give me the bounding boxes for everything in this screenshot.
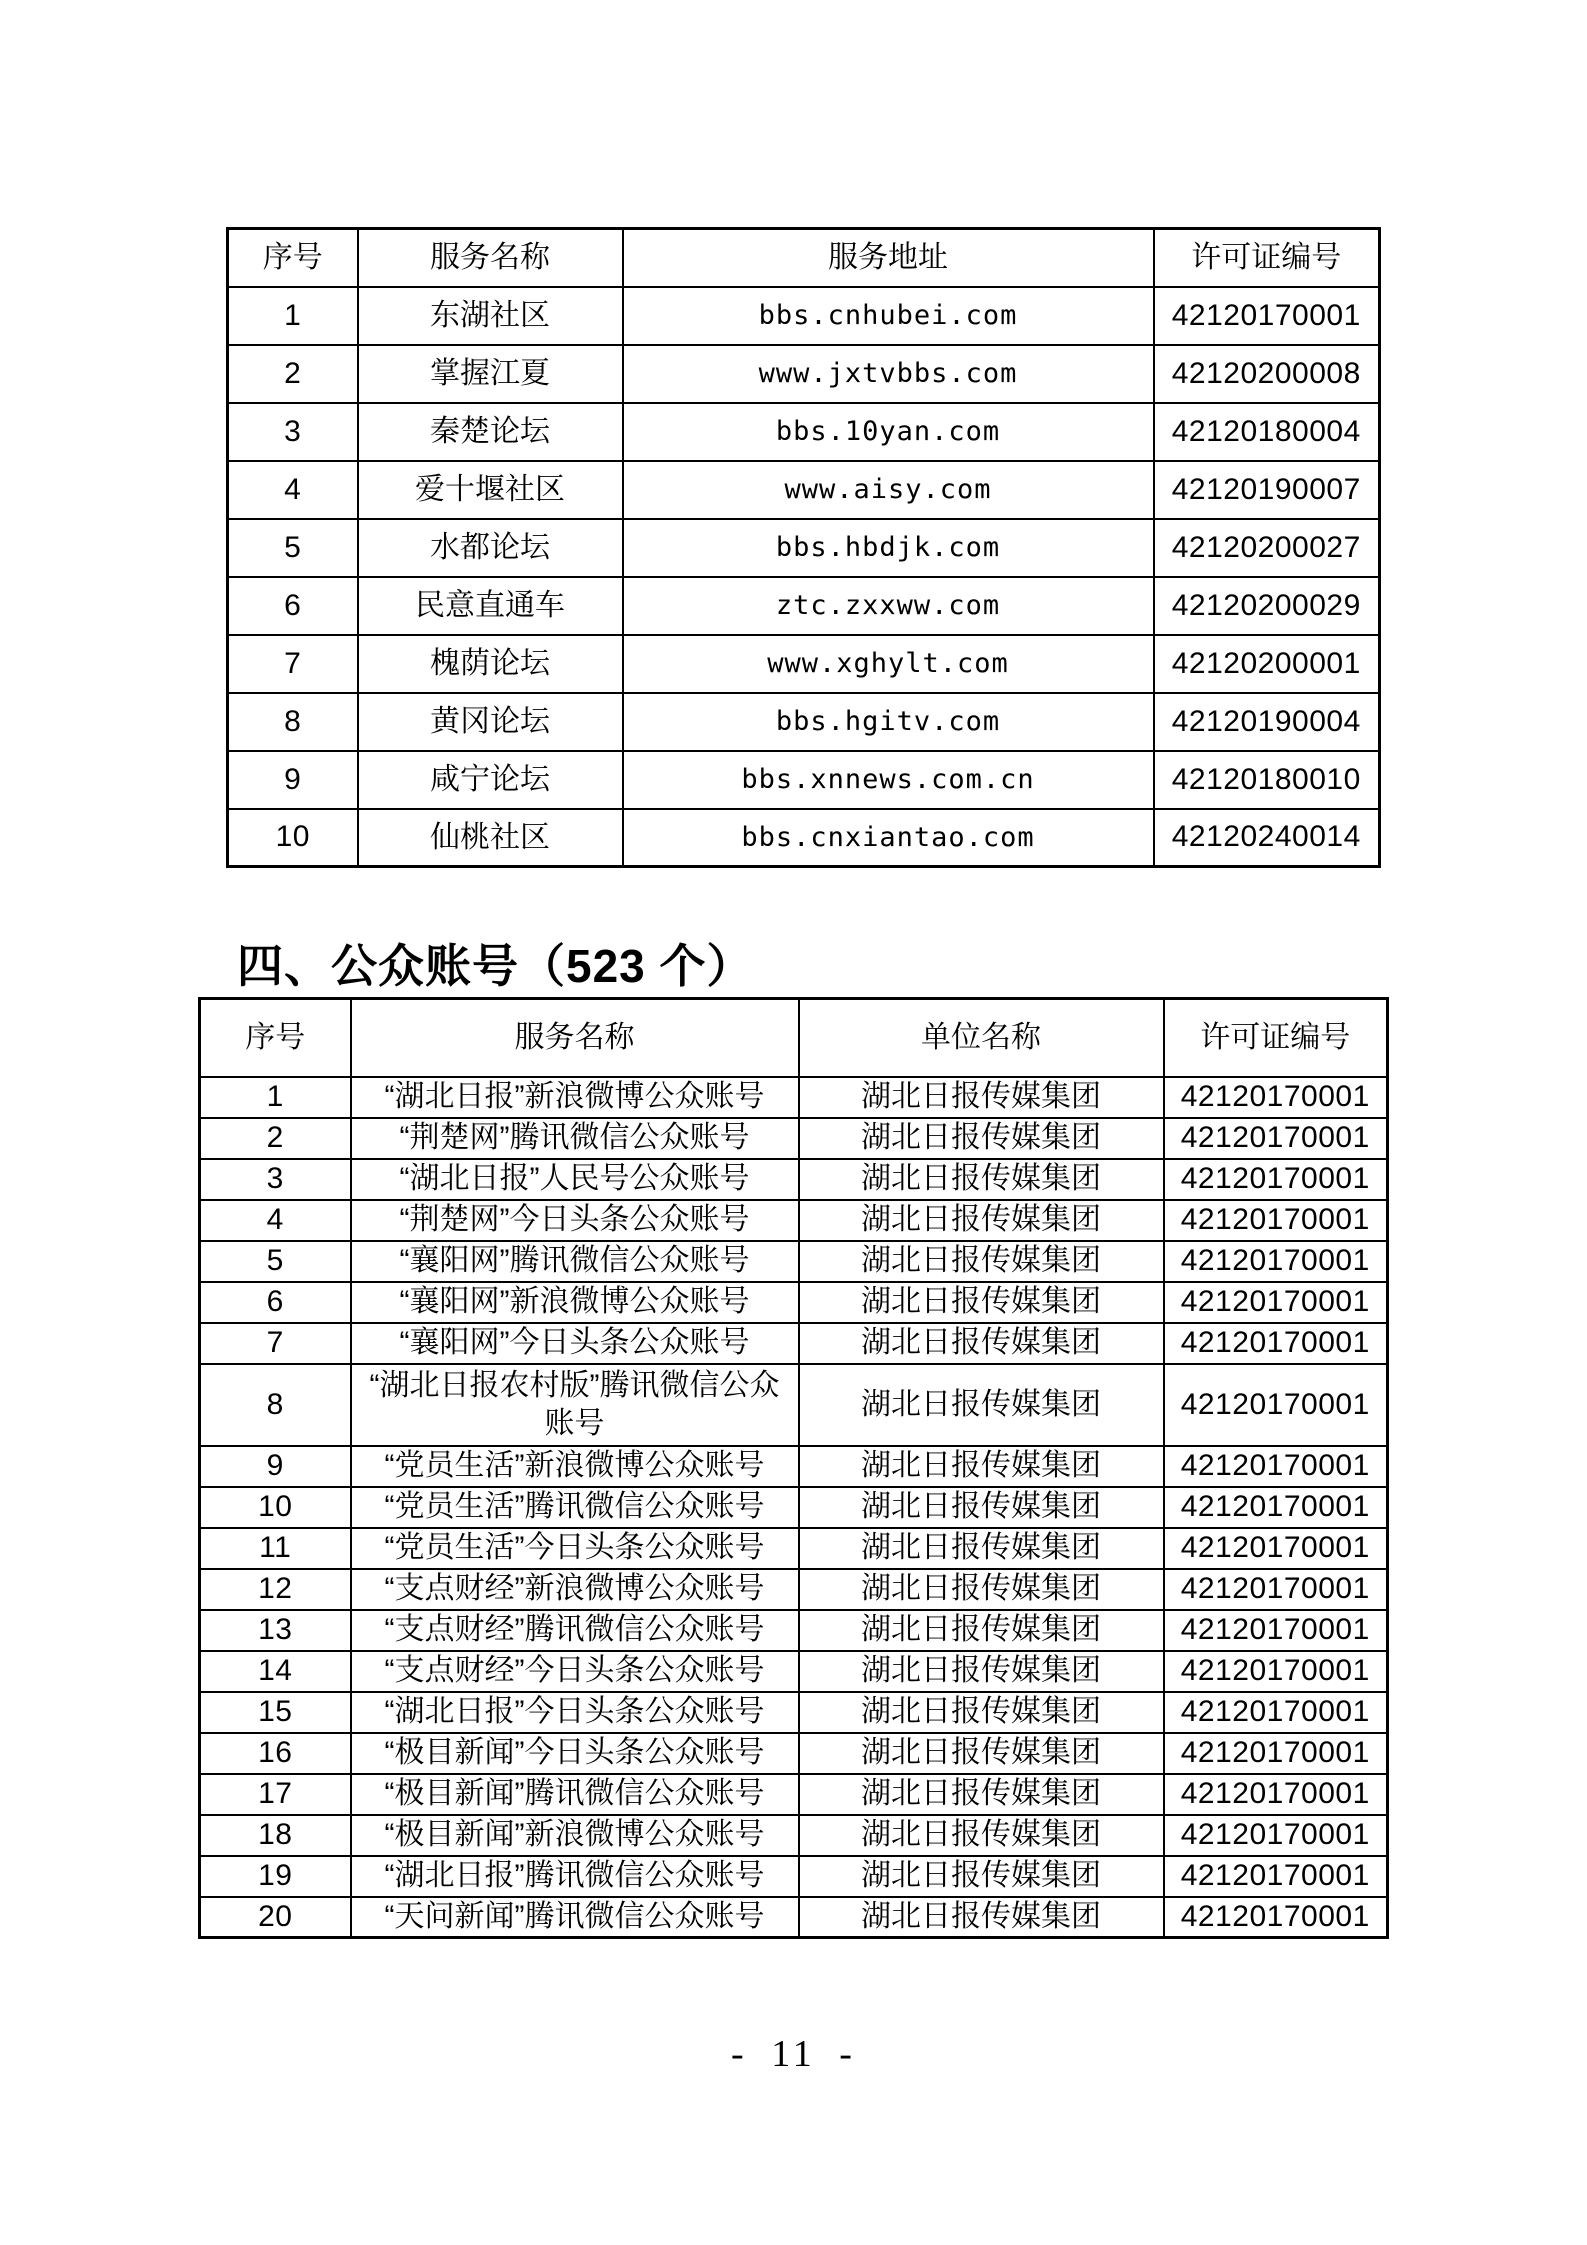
table-cell: 42120180010	[1154, 751, 1380, 809]
column-header: 许可证编号	[1164, 999, 1388, 1077]
table-cell: 3	[228, 403, 358, 461]
table-cell: 42120170001	[1154, 287, 1380, 345]
table-row	[200, 1815, 1388, 1856]
table-cell: 42120190004	[1154, 693, 1380, 751]
table-row	[228, 403, 1380, 461]
table-row	[200, 1897, 1388, 1938]
table-cell: www.jxtvbbs.com	[623, 345, 1154, 403]
table-cell: bbs.hgitv.com	[623, 693, 1154, 751]
table-cell: 11	[200, 1528, 351, 1569]
table-cell: 42120170001	[1164, 1241, 1388, 1282]
table-cell: “天问新闻”腾讯微信公众账号	[351, 1897, 799, 1938]
table-cell: “党员生活”今日头条公众账号	[351, 1528, 799, 1569]
table-cell: 42120170001	[1164, 1323, 1388, 1364]
table-cell: 19	[200, 1856, 351, 1897]
table-row	[228, 577, 1380, 635]
table-cell: 42120170001	[1164, 1200, 1388, 1241]
table-row	[228, 345, 1380, 403]
table-cell: 42120170001	[1164, 1897, 1388, 1938]
table-row	[200, 1323, 1388, 1364]
table-cell: 2	[200, 1118, 351, 1159]
table-cell: 4	[228, 461, 358, 519]
table-row	[228, 287, 1380, 345]
table-cell: 湖北日报传媒集团	[799, 1815, 1164, 1856]
table-cell: 9	[228, 751, 358, 809]
table-row	[200, 1077, 1388, 1118]
table-cell: “支点财经”腾讯微信公众账号	[351, 1610, 799, 1651]
column-header: 序号	[228, 229, 358, 287]
table-cell: 1	[228, 287, 358, 345]
table-cell: 湖北日报传媒集团	[799, 1118, 1164, 1159]
table-cell: 42120170001	[1164, 1692, 1388, 1733]
table-cell: 东湖社区	[358, 287, 623, 345]
table-cell: 12	[200, 1569, 351, 1610]
table-cell: 水都论坛	[358, 519, 623, 577]
table-header-row	[228, 229, 1380, 287]
table-cell: 17	[200, 1774, 351, 1815]
table-cell: 湖北日报传媒集团	[799, 1569, 1164, 1610]
table-row	[200, 1241, 1388, 1282]
table-cell: “支点财经”新浪微博公众账号	[351, 1569, 799, 1610]
table-cell: 42120170001	[1164, 1446, 1388, 1487]
table-cell: bbs.10yan.com	[623, 403, 1154, 461]
table-cell: www.xghylt.com	[623, 635, 1154, 693]
table-cell: 8	[200, 1364, 351, 1446]
table-row	[200, 1200, 1388, 1241]
table-cell: 42120170001	[1164, 1487, 1388, 1528]
table-row	[200, 1487, 1388, 1528]
table-cell: 湖北日报传媒集团	[799, 1282, 1164, 1323]
table-header-row	[200, 999, 1388, 1077]
table-row	[200, 1610, 1388, 1651]
table-cell: 9	[200, 1446, 351, 1487]
column-header: 许可证编号	[1154, 229, 1380, 287]
table-cell: 8	[228, 693, 358, 751]
table-cell: 14	[200, 1651, 351, 1692]
table-cell: 42120170001	[1164, 1856, 1388, 1897]
table-cell: “极目新闻”今日头条公众账号	[351, 1733, 799, 1774]
table-cell: 4	[200, 1200, 351, 1241]
table-cell: 湖北日报传媒集团	[799, 1692, 1164, 1733]
table-cell: 5	[200, 1241, 351, 1282]
table-cell: 爱十堰社区	[358, 461, 623, 519]
table-cell: 湖北日报传媒集团	[799, 1774, 1164, 1815]
table-cell: 42120170001	[1164, 1364, 1388, 1446]
table-cell: 7	[200, 1323, 351, 1364]
table-row	[200, 1446, 1388, 1487]
table-cell: 18	[200, 1815, 351, 1856]
table-cell: 42120200027	[1154, 519, 1380, 577]
table-cell: 42120170001	[1164, 1282, 1388, 1323]
table-cell: 42120180004	[1154, 403, 1380, 461]
table-cell: 咸宁论坛	[358, 751, 623, 809]
table-cell: 42120170001	[1164, 1118, 1388, 1159]
page-number: - 11 -	[731, 2033, 856, 2075]
table-cell: 42120170001	[1164, 1610, 1388, 1651]
table-cell: “湖北日报农村版”腾讯微信公众账号	[351, 1364, 799, 1446]
table-cell: 6	[228, 577, 358, 635]
table-cell: “荆楚网”腾讯微信公众账号	[351, 1118, 799, 1159]
table-cell: www.aisy.com	[623, 461, 1154, 519]
table-cell: “荆楚网”今日头条公众账号	[351, 1200, 799, 1241]
table-cell: 42120170001	[1164, 1077, 1388, 1118]
table-cell: 42120200029	[1154, 577, 1380, 635]
table-row	[228, 809, 1380, 867]
table-row	[228, 461, 1380, 519]
table-row	[200, 1569, 1388, 1610]
table-cell: 民意直通车	[358, 577, 623, 635]
table-row	[228, 693, 1380, 751]
table-row	[200, 1159, 1388, 1200]
table-cell: “党员生活”腾讯微信公众账号	[351, 1487, 799, 1528]
table-cell: 湖北日报传媒集团	[799, 1446, 1164, 1487]
table-cell: 42120190007	[1154, 461, 1380, 519]
table-cell: 15	[200, 1692, 351, 1733]
table-row	[228, 635, 1380, 693]
section-heading: 四、公众账号（523 个）	[237, 940, 754, 992]
column-header: 序号	[200, 999, 351, 1077]
table-cell: 湖北日报传媒集团	[799, 1323, 1164, 1364]
table-cell: “湖北日报”腾讯微信公众账号	[351, 1856, 799, 1897]
table-cell: 湖北日报传媒集团	[799, 1610, 1164, 1651]
table-cell: 1	[200, 1077, 351, 1118]
table-cell: “极目新闻”腾讯微信公众账号	[351, 1774, 799, 1815]
table-cell: bbs.cnhubei.com	[623, 287, 1154, 345]
table-cell: “湖北日报”今日头条公众账号	[351, 1692, 799, 1733]
table-row	[200, 1528, 1388, 1569]
column-header: 服务名称	[358, 229, 623, 287]
table-cell: 湖北日报传媒集团	[799, 1528, 1164, 1569]
table-cell: “支点财经”今日头条公众账号	[351, 1651, 799, 1692]
public-accounts-table	[198, 997, 1389, 1939]
table-cell: 湖北日报传媒集团	[799, 1487, 1164, 1528]
table-row	[200, 1733, 1388, 1774]
table-cell: 湖北日报传媒集团	[799, 1241, 1164, 1282]
table-cell: 湖北日报传媒集团	[799, 1077, 1164, 1118]
table-cell: “党员生活”新浪微博公众账号	[351, 1446, 799, 1487]
table-cell: bbs.hbdjk.com	[623, 519, 1154, 577]
table-cell: 20	[200, 1897, 351, 1938]
column-header: 服务地址	[623, 229, 1154, 287]
table-cell: 湖北日报传媒集团	[799, 1651, 1164, 1692]
table-cell: 掌握江夏	[358, 345, 623, 403]
table-row	[200, 1692, 1388, 1733]
column-header: 单位名称	[799, 999, 1164, 1077]
table-cell: “湖北日报”新浪微博公众账号	[351, 1077, 799, 1118]
table-cell: bbs.cnxiantao.com	[623, 809, 1154, 867]
table-cell: 2	[228, 345, 358, 403]
table-cell: 6	[200, 1282, 351, 1323]
table-cell: 16	[200, 1733, 351, 1774]
table-cell: 仙桃社区	[358, 809, 623, 867]
table-cell: “极目新闻”新浪微博公众账号	[351, 1815, 799, 1856]
table-cell: “襄阳网”腾讯微信公众账号	[351, 1241, 799, 1282]
table-cell: 42120200008	[1154, 345, 1380, 403]
table-row	[228, 751, 1380, 809]
table-cell: “湖北日报”人民号公众账号	[351, 1159, 799, 1200]
table-cell: 湖北日报传媒集团	[799, 1733, 1164, 1774]
table-cell: 5	[228, 519, 358, 577]
table-cell: 湖北日报传媒集团	[799, 1159, 1164, 1200]
table-cell: 42120240014	[1154, 809, 1380, 867]
table-cell: ztc.zxxww.com	[623, 577, 1154, 635]
table-cell: 湖北日报传媒集团	[799, 1364, 1164, 1446]
table-cell: 42120200001	[1154, 635, 1380, 693]
forum-services-table	[226, 227, 1381, 868]
table-cell: 3	[200, 1159, 351, 1200]
table-row	[200, 1282, 1388, 1323]
table-row	[200, 1651, 1388, 1692]
table-cell: 7	[228, 635, 358, 693]
table-cell: 42120170001	[1164, 1815, 1388, 1856]
table-cell: 黄冈论坛	[358, 693, 623, 751]
table-cell: 湖北日报传媒集团	[799, 1856, 1164, 1897]
table-cell: 湖北日报传媒集团	[799, 1200, 1164, 1241]
table-cell: bbs.xnnews.com.cn	[623, 751, 1154, 809]
table-cell: 42120170001	[1164, 1651, 1388, 1692]
table-cell: 湖北日报传媒集团	[799, 1897, 1164, 1938]
table-cell: 13	[200, 1610, 351, 1651]
table-cell: 10	[228, 809, 358, 867]
table-cell: “襄阳网”今日头条公众账号	[351, 1323, 799, 1364]
table-row	[200, 1118, 1388, 1159]
table-cell: 42120170001	[1164, 1569, 1388, 1610]
table-row	[200, 1774, 1388, 1815]
table-cell: 秦楚论坛	[358, 403, 623, 461]
table-row	[200, 1856, 1388, 1897]
table-cell: 42120170001	[1164, 1528, 1388, 1569]
table-row	[228, 519, 1380, 577]
column-header: 服务名称	[351, 999, 799, 1077]
table-cell: 10	[200, 1487, 351, 1528]
table-cell: 槐荫论坛	[358, 635, 623, 693]
table-cell: 42120170001	[1164, 1733, 1388, 1774]
table-cell: 42120170001	[1164, 1774, 1388, 1815]
table-row	[200, 1364, 1388, 1446]
table-cell: 42120170001	[1164, 1159, 1388, 1200]
table-cell: “襄阳网”新浪微博公众账号	[351, 1282, 799, 1323]
